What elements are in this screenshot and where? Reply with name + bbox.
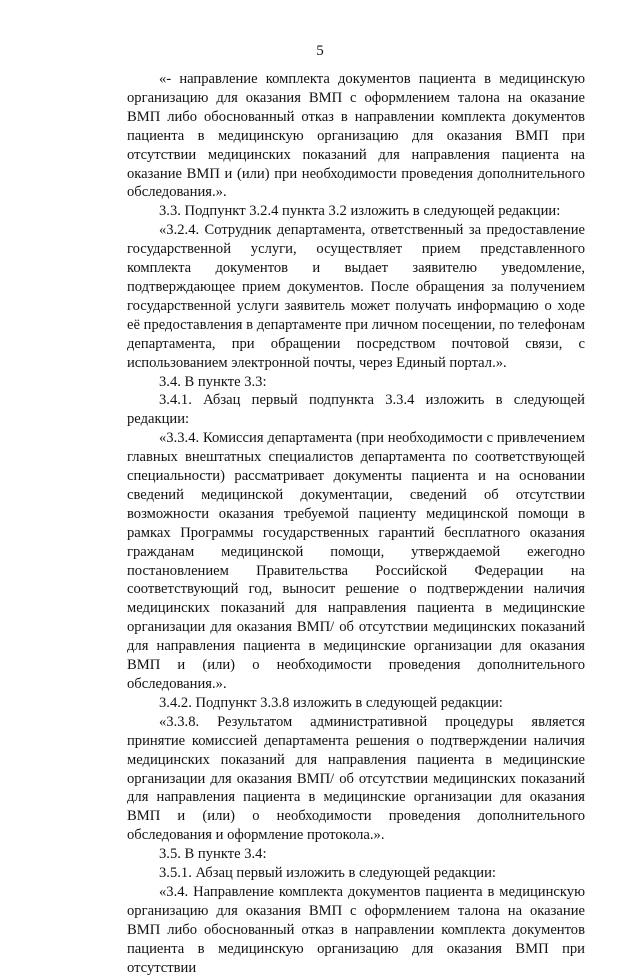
paragraph: 3.5.1. Абзац первый изложить в следующей редакции: — [159, 865, 496, 882]
page-number: 5 — [316, 43, 324, 59]
paragraph: 3.3. Подпункт 3.2.4 пункта 3.2 изложить в следующей редакции: — [159, 203, 561, 220]
paragraph: «3.2.4. Сотрудник департамента, ответственный за предоставление государственной услуги, осуществляет прием представленного комплекта документов и выдает заявителю уведомление, подтверждающее прием документов. После обращения за получением государственной услуги заявитель может получать информацию о ходе её предоставления в департаменте при личном посещении, по телефонам департамента, при обращении посредством почтовой связи, с использованием электронной почты, через Единый портал.». — [127, 222, 585, 371]
paragraph: «3.4. Направление комплекта документов пациента в медицинскую организацию для оказания ВМП с оформлением талона на оказание ВМП либо обоснованный отказ в направлении комплекта документов пациента в медицинскую организацию для оказания ВМП при отсутствии — [127, 883, 585, 976]
paragraph: 3.4.2. Подпункт 3.3.8 изложить в следующей редакции: — [159, 694, 503, 711]
paragraph: «- направление комплекта документов пациента в медицинскую организацию для оказания ВМП с оформлением талона на оказание ВМП либо обоснованный отказ в направлении комплекта документов пациента в медицинскую организацию для оказания ВМП при отсутствии медицинских показаний для направления пациента на оказание ВМП и (или) при необходимости проведения дополнительного обследования.». — [127, 71, 585, 201]
paragraph: «3.3.4. Комиссия департамента (при необходимости с привлечением главных внештатных специалистов департамента по соответствующей специальности) рассматривает документы пациента и на основании сведений медицинской документации, сведений об отсутствии возможности оказания требуемой пациенту медицинской помощи в рамках Программы государственных гарантий бесплатного оказания гражданам медицинской помощи, утверждаемой ежегодно постановлением Правительства Российской Федерации на соответствующий год, выносит решение о подтверждении наличия медицинских показаний для направления пациента в медицинские организации для оказания ВМП/ об отсутствии медицинских показаний для направления пациента в медицинские организации для оказания ВМП и (или) о необходимости проведения дополнительного обследования.». — [127, 430, 585, 692]
paragraph: 3.5. В пункте 3.4: — [159, 846, 267, 863]
paragraph: 3.4.1. Абзац первый подпункта 3.3.4 изложить в следующей редакции: — [127, 392, 585, 428]
paragraph: «3.3.8. Результатом административной процедуры является принятие комиссией департамента решения о подтверждении наличия медицинских показаний для направления пациента в медицинские организации для оказания ВМП/ об отсутствии медицинских показаний для направления пациента в медицинские организации для оказания ВМП и (или) о необходимости проведения дополнительного обследования и оформление протокола.». — [127, 713, 585, 844]
paragraph: 3.4. В пункте 3.3: — [159, 373, 267, 390]
document-body — [127, 70, 585, 978]
